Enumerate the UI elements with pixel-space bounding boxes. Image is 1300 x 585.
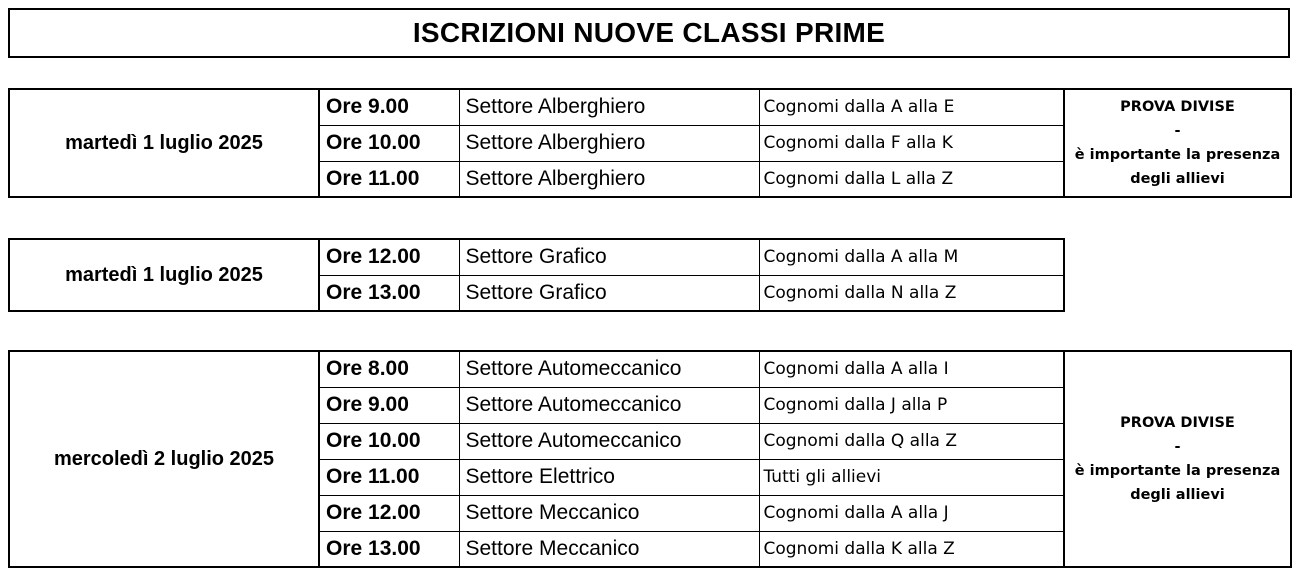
surnames-cell: Cognomi dalla N alla Z <box>759 275 1064 311</box>
sector-cell: Settore Alberghiero <box>459 89 759 125</box>
schedule-table-tuesday-alberghiero <box>8 88 1292 198</box>
day-cell: martedì 1 luglio 2025 <box>9 239 319 311</box>
time-cell: Ore 12.00 <box>319 495 459 531</box>
surnames-cell: Cognomi dalla A alla E <box>759 89 1064 125</box>
sector-cell: Settore Meccanico <box>459 531 759 567</box>
time-cell: Ore 9.00 <box>319 89 459 125</box>
table-row <box>9 351 1291 387</box>
sector-cell: Settore Automeccanico <box>459 351 759 387</box>
page-title: ISCRIZIONI NUOVE CLASSI PRIME <box>412 17 886 48</box>
note-text: è importante la presenza <box>1074 463 1281 479</box>
surnames-cell: Cognomi dalla A alla I <box>759 351 1064 387</box>
page-title-box <box>8 8 1290 58</box>
note-heading: PROVA DIVISE <box>1120 99 1235 115</box>
sector-cell: Settore Elettrico <box>459 459 759 495</box>
note-heading: PROVA DIVISE <box>1120 415 1235 431</box>
schedule-table-tuesday-grafico <box>8 238 1065 312</box>
time-cell: Ore 11.00 <box>319 161 459 197</box>
note-separator: - <box>1174 439 1181 455</box>
sector-cell: Settore Meccanico <box>459 495 759 531</box>
note-cell <box>1064 89 1291 197</box>
time-cell: Ore 8.00 <box>319 351 459 387</box>
time-cell: Ore 12.00 <box>319 239 459 275</box>
time-cell: Ore 10.00 <box>319 423 459 459</box>
note-cell <box>1064 351 1291 567</box>
note-text: è importante la presenza <box>1074 147 1281 163</box>
note-separator: - <box>1174 123 1181 139</box>
table-row <box>9 89 1291 125</box>
surnames-cell: Cognomi dalla K alla Z <box>759 531 1064 567</box>
surnames-cell: Cognomi dalla L alla Z <box>759 161 1064 197</box>
surnames-cell: Cognomi dalla F alla K <box>759 125 1064 161</box>
table-row <box>9 239 1064 275</box>
day-cell: mercoledì 2 luglio 2025 <box>9 351 319 567</box>
sector-cell: Settore Automeccanico <box>459 387 759 423</box>
surnames-cell: Cognomi dalla A alla J <box>759 495 1064 531</box>
time-cell: Ore 11.00 <box>319 459 459 495</box>
surnames-cell: Tutti gli allievi <box>759 459 1064 495</box>
sector-cell: Settore Alberghiero <box>459 161 759 197</box>
time-cell: Ore 10.00 <box>319 125 459 161</box>
surnames-cell: Cognomi dalla J alla P <box>759 387 1064 423</box>
time-cell: Ore 13.00 <box>319 275 459 311</box>
sector-cell: Settore Grafico <box>459 239 759 275</box>
note-text: degli allievi <box>1130 487 1225 503</box>
surnames-cell: Cognomi dalla A alla M <box>759 239 1064 275</box>
sector-cell: Settore Grafico <box>459 275 759 311</box>
sector-cell: Settore Automeccanico <box>459 423 759 459</box>
note-text: degli allievi <box>1130 171 1225 187</box>
time-cell: Ore 9.00 <box>319 387 459 423</box>
schedule-table-wednesday <box>8 350 1292 568</box>
sector-cell: Settore Alberghiero <box>459 125 759 161</box>
time-cell: Ore 13.00 <box>319 531 459 567</box>
day-cell: martedì 1 luglio 2025 <box>9 89 319 197</box>
surnames-cell: Cognomi dalla Q alla Z <box>759 423 1064 459</box>
